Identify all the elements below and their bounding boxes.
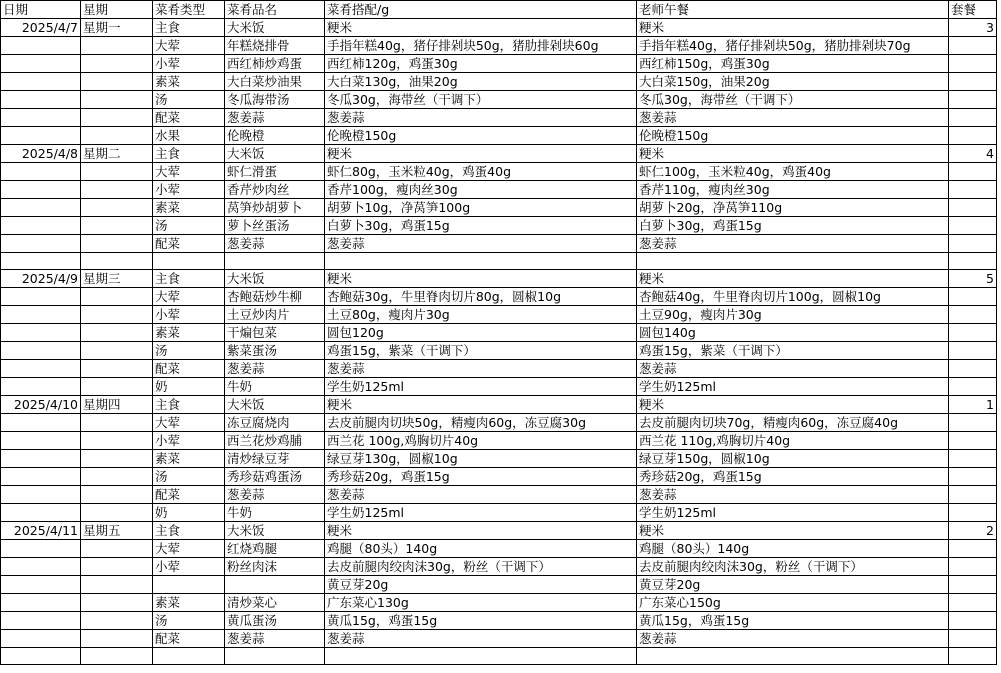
cell-weekday[interactable] xyxy=(81,37,153,55)
cell-date[interactable] xyxy=(1,127,81,145)
header-ingredients[interactable]: 菜肴搭配/g xyxy=(325,1,637,19)
header-set-meal[interactable]: 套餐 xyxy=(949,1,997,19)
cell-set-meal[interactable]: 3 xyxy=(949,19,997,37)
table-row xyxy=(1,181,997,199)
cell-set-meal[interactable] xyxy=(949,324,997,342)
cell-dish-name[interactable]: 牛奶 xyxy=(225,504,325,522)
cell-weekday[interactable] xyxy=(81,288,153,306)
table-row xyxy=(1,486,997,504)
cell-set-meal[interactable] xyxy=(949,450,997,468)
cell-dish-type[interactable]: 素菜 xyxy=(153,73,225,91)
cell-weekday[interactable] xyxy=(81,360,153,378)
cell-weekday[interactable] xyxy=(81,414,153,432)
table-row xyxy=(1,378,997,396)
cell-date[interactable] xyxy=(1,378,81,396)
cell-date[interactable] xyxy=(1,486,81,504)
cell-dish-type[interactable]: 汤 xyxy=(153,217,225,235)
cell-set-meal[interactable] xyxy=(949,109,997,127)
cell-dish-type[interactable]: 素菜 xyxy=(153,594,225,612)
cell-weekday[interactable] xyxy=(81,594,153,612)
cell-dish-name[interactable]: 伦晚橙 xyxy=(225,127,325,145)
cell-dish-name[interactable]: 土豆炒肉片 xyxy=(225,306,325,324)
cell-set-meal[interactable] xyxy=(949,253,997,270)
cell-date[interactable] xyxy=(1,288,81,306)
cell-set-meal[interactable]: 5 xyxy=(949,270,997,288)
header-teacher-meal[interactable]: 老师午餐 xyxy=(637,1,949,19)
cell-weekday[interactable]: 星期五 xyxy=(81,522,153,540)
table-row xyxy=(1,450,997,468)
cell-date[interactable] xyxy=(1,181,81,199)
cell-date[interactable] xyxy=(1,324,81,342)
cell-teacher-meal[interactable]: 去皮前腿肉切块70g，精瘦肉60g，冻豆腐40g xyxy=(637,414,949,432)
cell-dish-type[interactable]: 配菜 xyxy=(153,630,225,648)
cell-dish-type[interactable]: 素菜 xyxy=(153,450,225,468)
cell-set-meal[interactable] xyxy=(949,342,997,360)
cell-ingredients[interactable]: 葱姜蒜 xyxy=(325,360,637,378)
cell-dish-name[interactable]: 香芹炒肉丝 xyxy=(225,181,325,199)
cell-weekday[interactable] xyxy=(81,432,153,450)
cell-dish-name[interactable]: 紫菜蛋汤 xyxy=(225,342,325,360)
cell-set-meal[interactable] xyxy=(949,414,997,432)
cell-dish-type[interactable]: 配菜 xyxy=(153,486,225,504)
cell-dish-type[interactable]: 主食 xyxy=(153,522,225,540)
cell-weekday[interactable] xyxy=(81,109,153,127)
cell-teacher-meal[interactable]: 粳米 xyxy=(637,396,949,414)
cell-teacher-meal[interactable]: 粳米 xyxy=(637,145,949,163)
table-row xyxy=(1,540,997,558)
cell-dish-name[interactable] xyxy=(225,576,325,594)
table-row xyxy=(1,594,997,612)
cell-dish-name[interactable]: 干煸包菜 xyxy=(225,324,325,342)
cell-teacher-meal[interactable]: 粳米 xyxy=(637,19,949,37)
cell-date[interactable] xyxy=(1,73,81,91)
cell-set-meal[interactable] xyxy=(949,576,997,594)
cell-teacher-meal[interactable]: 葱姜蒜 xyxy=(637,630,949,648)
table-row xyxy=(1,145,997,163)
cell-set-meal[interactable]: 4 xyxy=(949,145,997,163)
cell-set-meal[interactable] xyxy=(949,486,997,504)
cell-ingredients[interactable]: 鸡蛋15g，紫菜（干调下） xyxy=(325,342,637,360)
cell-teacher-meal[interactable]: 广东菜心150g xyxy=(637,594,949,612)
cell-weekday[interactable] xyxy=(81,630,153,648)
cell-dish-name[interactable]: 葱姜蒜 xyxy=(225,360,325,378)
table-row xyxy=(1,288,997,306)
cell-dish-name[interactable]: 虾仁滑蛋 xyxy=(225,163,325,181)
table-row xyxy=(1,648,997,665)
cell-date[interactable] xyxy=(1,504,81,522)
cell-ingredients[interactable]: 去皮前腿肉绞肉沫30g，粉丝（干调下） xyxy=(325,558,637,576)
cell-date[interactable] xyxy=(1,342,81,360)
cell-ingredients[interactable]: 手指年糕40g，猪仔排剁块50g，猪肋排剁块60g xyxy=(325,37,637,55)
cell-weekday[interactable]: 星期三 xyxy=(81,270,153,288)
cell-dish-name[interactable]: 牛奶 xyxy=(225,378,325,396)
cell-ingredients[interactable]: 绿豆芽130g，圆椒10g xyxy=(325,450,637,468)
table-row xyxy=(1,127,997,145)
table-row xyxy=(1,558,997,576)
cell-weekday[interactable] xyxy=(81,342,153,360)
cell-teacher-meal[interactable]: 绿豆芽150g，圆椒10g xyxy=(637,450,949,468)
cell-teacher-meal[interactable]: 胡萝卜20g，净莴笋110g xyxy=(637,199,949,217)
cell-teacher-meal[interactable]: 大白菜150g，油果20g xyxy=(637,73,949,91)
cell-date[interactable] xyxy=(1,55,81,73)
table-row xyxy=(1,504,997,522)
cell-date[interactable] xyxy=(1,253,81,270)
cell-date[interactable]: 2025/4/11 xyxy=(1,522,81,540)
cell-dish-name[interactable]: 葱姜蒜 xyxy=(225,109,325,127)
cell-ingredients[interactable]: 白萝卜30g，鸡蛋15g xyxy=(325,217,637,235)
cell-set-meal[interactable] xyxy=(949,648,997,665)
cell-date[interactable] xyxy=(1,109,81,127)
table-row xyxy=(1,37,997,55)
table-row xyxy=(1,199,997,217)
cell-dish-name[interactable]: 西兰花炒鸡脯 xyxy=(225,432,325,450)
cell-set-meal[interactable] xyxy=(949,73,997,91)
cell-weekday[interactable] xyxy=(81,450,153,468)
cell-weekday[interactable]: 星期四 xyxy=(81,396,153,414)
cell-ingredients[interactable] xyxy=(325,648,637,665)
cell-weekday[interactable] xyxy=(81,324,153,342)
cell-dish-name[interactable]: 葱姜蒜 xyxy=(225,486,325,504)
cell-dish-type[interactable]: 配菜 xyxy=(153,360,225,378)
cell-date[interactable]: 2025/4/7 xyxy=(1,19,81,37)
cell-dish-type[interactable]: 大荤 xyxy=(153,540,225,558)
table-row xyxy=(1,324,997,342)
table-row xyxy=(1,91,997,109)
cell-date[interactable] xyxy=(1,360,81,378)
cell-date[interactable] xyxy=(1,558,81,576)
cell-weekday[interactable] xyxy=(81,73,153,91)
cell-weekday[interactable] xyxy=(81,558,153,576)
cell-weekday[interactable] xyxy=(81,576,153,594)
cell-dish-type[interactable]: 主食 xyxy=(153,145,225,163)
cell-ingredients[interactable]: 去皮前腿肉切块50g，精瘦肉60g，冻豆腐30g xyxy=(325,414,637,432)
cell-dish-name[interactable]: 葱姜蒜 xyxy=(225,235,325,253)
cell-teacher-meal[interactable]: 去皮前腿肉绞肉沫30g，粉丝（干调下） xyxy=(637,558,949,576)
cell-weekday[interactable] xyxy=(81,91,153,109)
cell-ingredients[interactable]: 葱姜蒜 xyxy=(325,486,637,504)
cell-date[interactable]: 2025/4/10 xyxy=(1,396,81,414)
table-row xyxy=(1,576,997,594)
cell-dish-name[interactable]: 大米饭 xyxy=(225,270,325,288)
cell-teacher-meal[interactable]: 学生奶125ml xyxy=(637,504,949,522)
cell-date[interactable] xyxy=(1,414,81,432)
cell-date[interactable]: 2025/4/8 xyxy=(1,145,81,163)
cell-date[interactable] xyxy=(1,37,81,55)
cell-date[interactable] xyxy=(1,630,81,648)
cell-teacher-meal[interactable]: 葱姜蒜 xyxy=(637,486,949,504)
cell-teacher-meal[interactable]: 冬瓜30g，海带丝（干调下） xyxy=(637,91,949,109)
table-row xyxy=(1,217,997,235)
cell-date[interactable] xyxy=(1,540,81,558)
cell-date[interactable] xyxy=(1,91,81,109)
cell-set-meal[interactable] xyxy=(949,468,997,486)
cell-ingredients[interactable]: 圆包120g xyxy=(325,324,637,342)
cell-dish-type[interactable]: 小荤 xyxy=(153,181,225,199)
cell-dish-type[interactable]: 大荤 xyxy=(153,414,225,432)
cell-set-meal[interactable] xyxy=(949,37,997,55)
cell-dish-name[interactable]: 大米饭 xyxy=(225,522,325,540)
cell-teacher-meal[interactable]: 黄瓜15g，鸡蛋15g xyxy=(637,612,949,630)
cell-date[interactable] xyxy=(1,576,81,594)
cell-dish-type[interactable]: 小荤 xyxy=(153,558,225,576)
cell-teacher-meal[interactable]: 西兰花 110g,鸡胸切片40g xyxy=(637,432,949,450)
cell-ingredients[interactable]: 鸡腿（80头）140g xyxy=(325,540,637,558)
table-row xyxy=(1,432,997,450)
cell-set-meal[interactable] xyxy=(949,360,997,378)
cell-ingredients[interactable]: 广东菜心130g xyxy=(325,594,637,612)
cell-set-meal[interactable]: 2 xyxy=(949,522,997,540)
cell-dish-type[interactable]: 配菜 xyxy=(153,109,225,127)
cell-weekday[interactable] xyxy=(81,612,153,630)
cell-date[interactable] xyxy=(1,594,81,612)
cell-teacher-meal[interactable]: 西红柿150g，鸡蛋30g xyxy=(637,55,949,73)
cell-ingredients[interactable]: 粳米 xyxy=(325,145,637,163)
cell-teacher-meal[interactable]: 鸡腿（80头）140g xyxy=(637,540,949,558)
cell-dish-type[interactable]: 大荤 xyxy=(153,37,225,55)
cell-ingredients[interactable]: 学生奶125ml xyxy=(325,504,637,522)
cell-dish-type[interactable]: 汤 xyxy=(153,612,225,630)
cell-ingredients[interactable]: 大白菜130g，油果20g xyxy=(325,73,637,91)
cell-set-meal[interactable] xyxy=(949,594,997,612)
cell-weekday[interactable] xyxy=(81,504,153,522)
cell-teacher-meal[interactable]: 香芹110g，瘦肉丝30g xyxy=(637,181,949,199)
cell-dish-type[interactable]: 大荤 xyxy=(153,288,225,306)
cell-dish-name[interactable]: 萝卜丝蛋汤 xyxy=(225,217,325,235)
cell-dish-type[interactable]: 主食 xyxy=(153,396,225,414)
cell-ingredients[interactable]: 杏鲍菇30g，牛里脊肉切片80g，圆椒10g xyxy=(325,288,637,306)
cell-dish-name[interactable]: 清炒菜心 xyxy=(225,594,325,612)
cell-dish-type[interactable]: 小荤 xyxy=(153,55,225,73)
cell-teacher-meal[interactable]: 粳米 xyxy=(637,522,949,540)
cell-dish-type[interactable]: 汤 xyxy=(153,342,225,360)
cell-set-meal[interactable] xyxy=(949,558,997,576)
cell-set-meal[interactable] xyxy=(949,540,997,558)
cell-weekday[interactable] xyxy=(81,306,153,324)
cell-dish-type[interactable]: 配菜 xyxy=(153,235,225,253)
cell-date[interactable] xyxy=(1,648,81,665)
header-weekday[interactable]: 星期 xyxy=(81,1,153,19)
cell-ingredients[interactable]: 葱姜蒜 xyxy=(325,630,637,648)
cell-ingredients[interactable]: 香芹100g，瘦肉丝30g xyxy=(325,181,637,199)
cell-ingredients[interactable]: 黄瓜15g，鸡蛋15g xyxy=(325,612,637,630)
table-row xyxy=(1,396,997,414)
table-row xyxy=(1,109,997,127)
cell-weekday[interactable] xyxy=(81,486,153,504)
cell-dish-name[interactable]: 年糕烧排骨 xyxy=(225,37,325,55)
table-row xyxy=(1,270,997,288)
cell-dish-type[interactable]: 小荤 xyxy=(153,306,225,324)
cell-date[interactable] xyxy=(1,306,81,324)
cell-dish-name[interactable]: 大白菜炒油果 xyxy=(225,73,325,91)
cell-dish-name[interactable] xyxy=(225,253,325,270)
cell-ingredients[interactable]: 粳米 xyxy=(325,396,637,414)
header-dish-name[interactable]: 菜肴品名 xyxy=(225,1,325,19)
cell-set-meal[interactable] xyxy=(949,378,997,396)
cell-teacher-meal[interactable]: 虾仁100g，玉米粒40g，鸡蛋40g xyxy=(637,163,949,181)
cell-teacher-meal[interactable]: 粳米 xyxy=(637,270,949,288)
cell-date[interactable] xyxy=(1,450,81,468)
cell-set-meal[interactable] xyxy=(949,612,997,630)
cell-teacher-meal[interactable] xyxy=(637,648,949,665)
cell-dish-type[interactable]: 奶 xyxy=(153,504,225,522)
cell-ingredients[interactable]: 葱姜蒜 xyxy=(325,109,637,127)
cell-dish-name[interactable]: 清炒绿豆芽 xyxy=(225,450,325,468)
cell-set-meal[interactable] xyxy=(949,504,997,522)
cell-dish-type[interactable]: 大荤 xyxy=(153,163,225,181)
cell-weekday[interactable] xyxy=(81,199,153,217)
table-row xyxy=(1,414,997,432)
cell-date[interactable]: 2025/4/9 xyxy=(1,270,81,288)
cell-teacher-meal[interactable]: 秀珍菇20g，鸡蛋15g xyxy=(637,468,949,486)
table-row xyxy=(1,612,997,630)
cell-weekday[interactable] xyxy=(81,127,153,145)
cell-weekday[interactable]: 星期二 xyxy=(81,145,153,163)
cell-ingredients[interactable]: 胡萝卜10g，净莴笋100g xyxy=(325,199,637,217)
cell-ingredients[interactable]: 西兰花 100g,鸡胸切片40g xyxy=(325,432,637,450)
cell-weekday[interactable] xyxy=(81,540,153,558)
cell-dish-name[interactable]: 粉丝肉沫 xyxy=(225,558,325,576)
cell-ingredients[interactable]: 粳米 xyxy=(325,270,637,288)
cell-dish-name[interactable] xyxy=(225,648,325,665)
table-row xyxy=(1,163,997,181)
cell-dish-type[interactable]: 水果 xyxy=(153,127,225,145)
cell-teacher-meal[interactable]: 土豆90g，瘦肉片30g xyxy=(637,306,949,324)
cell-ingredients[interactable]: 西红柿120g，鸡蛋30g xyxy=(325,55,637,73)
cell-teacher-meal[interactable]: 葱姜蒜 xyxy=(637,109,949,127)
cell-dish-type[interactable]: 汤 xyxy=(153,468,225,486)
cell-set-meal[interactable] xyxy=(949,91,997,109)
cell-set-meal[interactable] xyxy=(949,181,997,199)
cell-set-meal[interactable] xyxy=(949,199,997,217)
cell-dish-type[interactable] xyxy=(153,648,225,665)
cell-teacher-meal[interactable]: 伦晚橙150g xyxy=(637,127,949,145)
cell-ingredients[interactable]: 秀珍菇20g，鸡蛋15g xyxy=(325,468,637,486)
cell-set-meal[interactable] xyxy=(949,288,997,306)
cell-teacher-meal[interactable] xyxy=(637,253,949,270)
cell-dish-name[interactable]: 红烧鸡腿 xyxy=(225,540,325,558)
cell-teacher-meal[interactable]: 葱姜蒜 xyxy=(637,235,949,253)
cell-set-meal[interactable] xyxy=(949,306,997,324)
cell-dish-name[interactable]: 秀珍菇鸡蛋汤 xyxy=(225,468,325,486)
cell-weekday[interactable]: 星期一 xyxy=(81,19,153,37)
cell-set-meal[interactable] xyxy=(949,630,997,648)
cell-dish-name[interactable]: 葱姜蒜 xyxy=(225,630,325,648)
cell-dish-type[interactable]: 奶 xyxy=(153,378,225,396)
cell-set-meal[interactable] xyxy=(949,432,997,450)
table-row xyxy=(1,235,997,253)
cell-teacher-meal[interactable]: 杏鲍菇40g，牛里脊肉切片100g，圆椒10g xyxy=(637,288,949,306)
cell-teacher-meal[interactable]: 葱姜蒜 xyxy=(637,360,949,378)
cell-ingredients[interactable]: 葱姜蒜 xyxy=(325,235,637,253)
cell-teacher-meal[interactable]: 学生奶125ml xyxy=(637,378,949,396)
cell-dish-type[interactable] xyxy=(153,576,225,594)
cell-date[interactable] xyxy=(1,217,81,235)
cell-set-meal[interactable] xyxy=(949,55,997,73)
table-row xyxy=(1,360,997,378)
cell-dish-name[interactable]: 冬瓜海带汤 xyxy=(225,91,325,109)
cell-dish-type[interactable] xyxy=(153,253,225,270)
cell-dish-name[interactable]: 莴笋炒胡萝卜 xyxy=(225,199,325,217)
header-date[interactable]: 日期 xyxy=(1,1,81,19)
cell-date[interactable] xyxy=(1,235,81,253)
cell-dish-type[interactable]: 素菜 xyxy=(153,324,225,342)
table-row xyxy=(1,468,997,486)
cell-dish-name[interactable]: 大米饭 xyxy=(225,19,325,37)
cell-date[interactable] xyxy=(1,468,81,486)
cell-weekday[interactable] xyxy=(81,378,153,396)
cell-weekday[interactable] xyxy=(81,217,153,235)
cell-weekday[interactable] xyxy=(81,181,153,199)
table-row xyxy=(1,342,997,360)
cell-teacher-meal[interactable]: 黄豆芽20g xyxy=(637,576,949,594)
table-row xyxy=(1,306,997,324)
cell-weekday[interactable] xyxy=(81,235,153,253)
cell-set-meal[interactable]: 1 xyxy=(949,396,997,414)
cell-ingredients[interactable]: 粳米 xyxy=(325,19,637,37)
cell-ingredients[interactable]: 虾仁80g，玉米粒40g，鸡蛋40g xyxy=(325,163,637,181)
cell-ingredients[interactable]: 伦晚橙150g xyxy=(325,127,637,145)
cell-dish-name[interactable]: 大米饭 xyxy=(225,396,325,414)
cell-ingredients[interactable] xyxy=(325,253,637,270)
cell-dish-type[interactable]: 主食 xyxy=(153,19,225,37)
cell-dish-name[interactable]: 大米饭 xyxy=(225,145,325,163)
cell-ingredients[interactable]: 粳米 xyxy=(325,522,637,540)
table-row xyxy=(1,522,997,540)
table-row xyxy=(1,73,997,91)
cell-teacher-meal[interactable]: 圆包140g xyxy=(637,324,949,342)
cell-teacher-meal[interactable]: 鸡蛋15g，紫菜（干调下） xyxy=(637,342,949,360)
cell-set-meal[interactable] xyxy=(949,163,997,181)
table-row xyxy=(1,253,997,270)
header-row xyxy=(1,1,997,19)
cell-date[interactable] xyxy=(1,163,81,181)
cell-set-meal[interactable] xyxy=(949,217,997,235)
cell-set-meal[interactable] xyxy=(949,235,997,253)
cell-dish-type[interactable]: 汤 xyxy=(153,91,225,109)
cell-ingredients[interactable]: 学生奶125ml xyxy=(325,378,637,396)
cell-dish-type[interactable]: 素菜 xyxy=(153,199,225,217)
cell-date[interactable] xyxy=(1,612,81,630)
cell-date[interactable] xyxy=(1,432,81,450)
header-dish-type[interactable]: 菜肴类型 xyxy=(153,1,225,19)
cell-ingredients[interactable]: 冬瓜30g，海带丝（干调下） xyxy=(325,91,637,109)
cell-set-meal[interactable] xyxy=(949,127,997,145)
table-row xyxy=(1,630,997,648)
table-row xyxy=(1,55,997,73)
cell-dish-name[interactable]: 冻豆腐烧肉 xyxy=(225,414,325,432)
cell-dish-name[interactable]: 西红柿炒鸡蛋 xyxy=(225,55,325,73)
cell-date[interactable] xyxy=(1,199,81,217)
cell-teacher-meal[interactable]: 手指年糕40g，猪仔排剁块50g，猪肋排剁块70g xyxy=(637,37,949,55)
cell-dish-type[interactable]: 主食 xyxy=(153,270,225,288)
cell-ingredients[interactable]: 土豆80g，瘦肉片30g xyxy=(325,306,637,324)
cell-dish-name[interactable]: 杏鲍菇炒牛柳 xyxy=(225,288,325,306)
cell-weekday[interactable] xyxy=(81,163,153,181)
cell-ingredients[interactable]: 黄豆芽20g xyxy=(325,576,637,594)
cell-weekday[interactable] xyxy=(81,648,153,665)
table-row xyxy=(1,19,997,37)
cell-dish-type[interactable]: 小荤 xyxy=(153,432,225,450)
cell-weekday[interactable] xyxy=(81,468,153,486)
cell-teacher-meal[interactable]: 白萝卜30g，鸡蛋15g xyxy=(637,217,949,235)
cell-weekday[interactable] xyxy=(81,55,153,73)
cell-weekday[interactable] xyxy=(81,253,153,270)
cell-dish-name[interactable]: 黄瓜蛋汤 xyxy=(225,612,325,630)
